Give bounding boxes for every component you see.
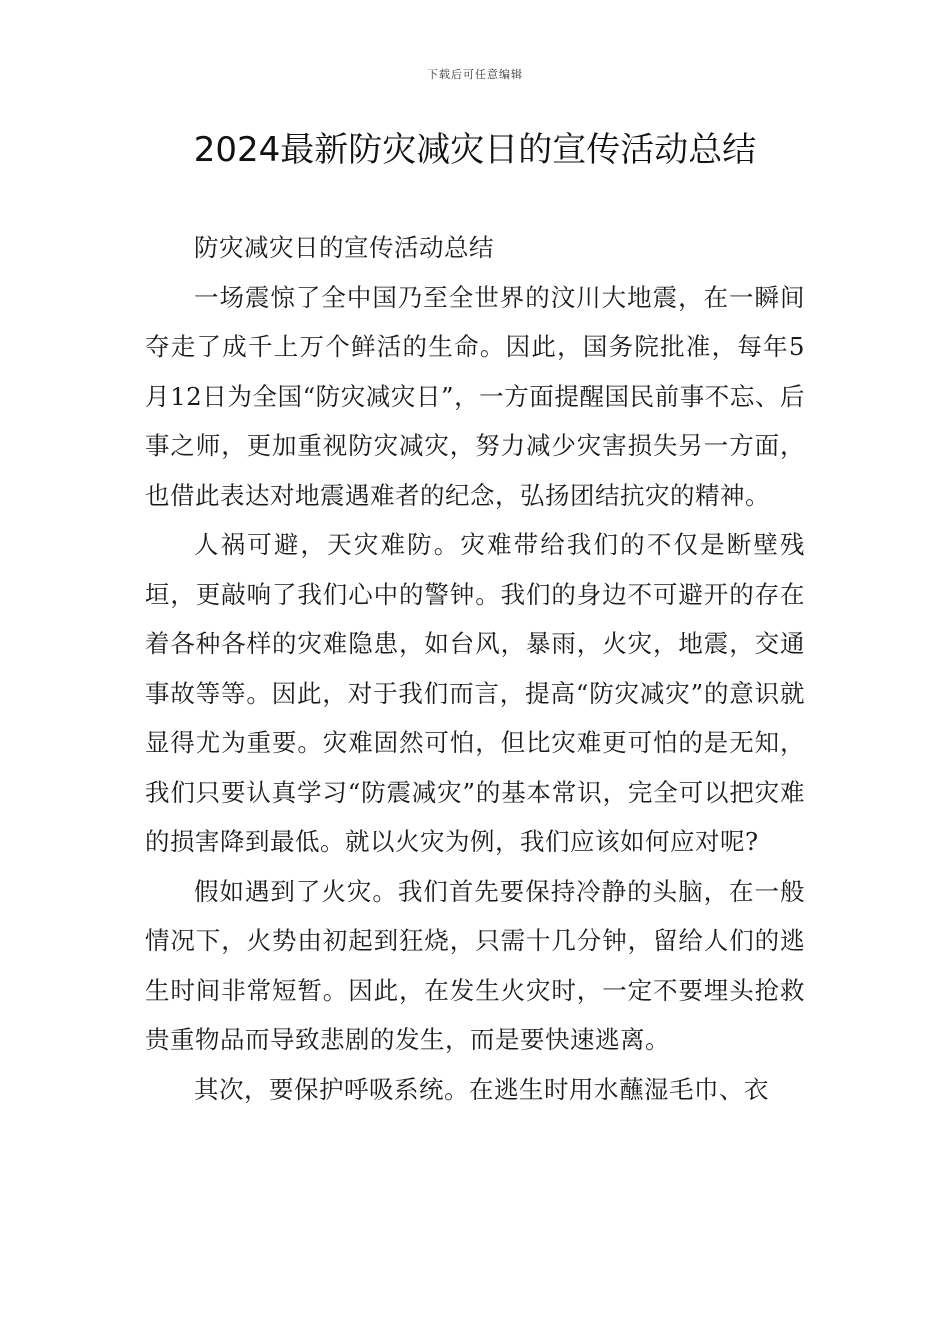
- document-body: [145, 223, 805, 1114]
- paragraph: 人祸可避，天灾难防。灾难带给我们的不仅是断壁残垣，更敲响了我们心中的警钟。我们的身边不可避开的存在着各种各样的灾难隐患，如台风，暴雨，火灾，地震，交通事故等等。因此，对于我们而言，提高“防灾减灾”的意识就显得尤为重要。灾难固然可怕，但比灾难更可怕的是无知，我们只要认真学习“防震减灾”的基本常识，完全可以把灾难的损害降到最低。就以火灾为例，我们应该如何应对呢?: [145, 530, 805, 856]
- paragraph-subtitle: 防灾减灾日的宣传活动总结: [194, 233, 494, 262]
- header-note: 下载后可任意编辑: [427, 68, 523, 81]
- paragraph: 假如遇到了火灾。我们首先要保持冷静的头脑，在一般情况下，火势由初起到狂烧，只需十几分钟，留给人们的逃生时间非常短暂。因此，在发生火灾时，一定不要埋头抢救贵重物品而导致悲剧的发生，而是要快速逃离。: [145, 876, 805, 1054]
- paragraph: 其次，要保护呼吸系统。在逃生时用水蘸湿毛巾、衣: [194, 1074, 769, 1104]
- paragraph: 一场震惊了全中国乃至全世界的汶川大地震，在一瞬间夺走了成千上万个鲜活的生命。因此，国务院批准，每年5月12日为全国“防灾减灾日”，一方面提醒国民前事不忘、后事之师，更加重视防灾减灾，努力减少灾害损失另一方面，也借此表达对地震遇难者的纪念，弘扬团结抗灾的精神。: [145, 282, 805, 510]
- document-title: 2024最新防灾减灾日的宣传活动总结: [193, 130, 757, 170]
